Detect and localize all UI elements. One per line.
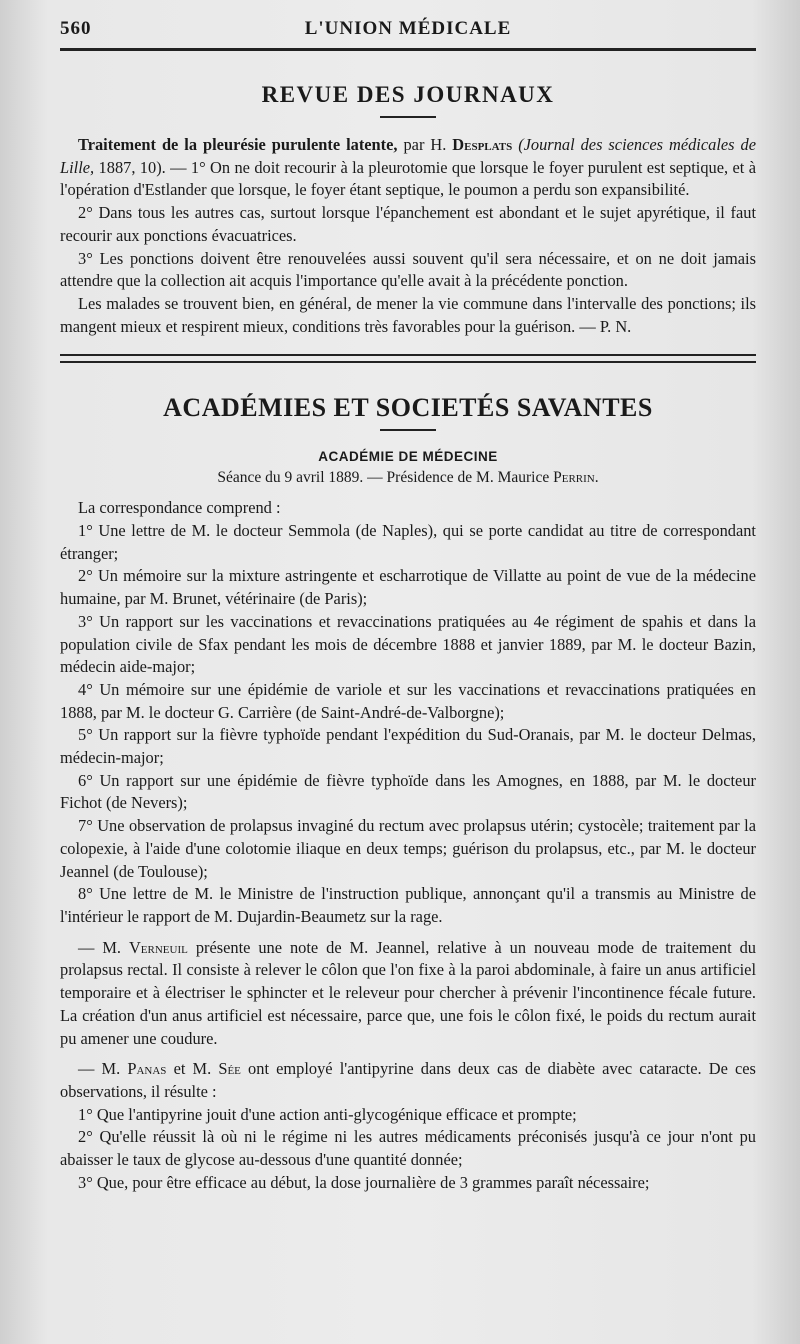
spacer <box>60 1050 756 1058</box>
correspondance-item: 8° Une lettre de M. le Ministre de l'instruction publique, annonçant qu'il a transmis au Ministre de l'intérieur le rapport de M. Dujardin-Beaumetz sur la rage. <box>60 884 756 926</box>
correspondance-item: 4° Un mémoire sur une épidémie de variole et sur les vaccinations et revaccinations pratiquées en 1888, par M. le docteur G. Carrière (de Saint-André-de-Valborgne); <box>60 679 756 722</box>
seance-text: Séance du 9 avril 1889. — Présidence de M. Maurice <box>217 469 550 487</box>
see-name: Sée <box>218 1059 241 1079</box>
title-underline <box>380 116 436 118</box>
verneuil-name: Verneuil <box>128 937 188 957</box>
verneuil-prefix: — M. <box>78 937 122 957</box>
panas-paragraph <box>60 1058 756 1103</box>
revue-paragraph-2: 2° Dans tous les autres cas, surtout lorsque l'épanchement est abondant et le sujet apyrétique, il faut recourir aux ponctions évacuatrices. <box>60 203 756 245</box>
seance-line <box>60 467 756 489</box>
conclusion-item: 3° Que, pour être efficace au début, la dose journalière de 3 grammes paraît nécessaire; <box>78 1172 650 1192</box>
article-citation: (Journal des sciences médicales de Lille, <box>60 135 756 177</box>
conclusion-item: 1° Que l'antipyrine jouit d'une action anti-glycogénique efficace et prompte; <box>78 1104 577 1124</box>
page-number: 560 <box>60 18 92 39</box>
correspondance-item: 6° Un rapport sur une épidémie de fièvre typhoïde dans les Amognes, en 1888, par M. le docteur Fichot (de Nevers); <box>60 770 756 813</box>
correspondance-item: 2° Un mémoire sur la mixture astringente et escharrotique de Villatte au point de vue de la médecine humaine, par M. Brunet, vétérinaire (de Paris); <box>60 566 756 609</box>
title-underline <box>380 429 436 431</box>
conclusion-item: 2° Qu'elle réussit là où ni le régime ni les autres médicaments préconisés jusqu'à ce jour n'ont pu abaisser le taux de glycose au-dessous d'une quantité donnée; <box>60 1127 756 1170</box>
section-revue <box>60 78 756 338</box>
header-rule <box>60 48 756 51</box>
verneuil-text: présente une note de M. Jeannel, relative à un nouveau mode de traitement du prolapsus rectal. Il consiste à relever le côlon que l'on fixe à la paroi abdominale, à faire un anus artificiel temporaire et à électriser le sphincter et le releveur pour chercher à prévenir l'incontinence fécale future. La création d'un anus artificiel est nécessaire, parce que, une fois le côlon fixé, le poids du rectum aurait pu amener une coudure. <box>60 937 756 1048</box>
correspondance-item: 5° Un rapport sur la fièvre typhoïde pendant l'expédition du Sud-Oranais, par M. le docteur Delmas, médecin-major; <box>60 725 756 768</box>
academie-subtitle: ACADÉMIE DE MÉDECINE <box>318 449 498 465</box>
correspondance-item: 3° Un rapport sur les vaccinations et revaccinations pratiquées au 4e régiment de spahis et dans la population civile de Sfax pendant les mois de décembre 1888 et janvier 1889, par M. le docteur Bazin, médecin aide-major; <box>60 611 756 677</box>
panas-mid: et M. <box>173 1059 212 1079</box>
article-title: Traitement de la pleurésie purulente latente, <box>78 135 398 154</box>
section-divider <box>60 354 756 363</box>
panas-text: ont employé l'antipyrine dans deux cas de diabète avec cataracte. De ces observations, il résulte : <box>60 1059 756 1101</box>
page-content <box>60 78 756 1194</box>
revue-paragraph-4: Les malades se trouvent bien, en général, de mener la vie commune dans l'intervalle des ponctions; ils mangent mieux et respirent mieux, conditions très favorables pour la guérison. — P. N. <box>60 293 756 336</box>
article-body-1: 1887, 10). — 1° On ne doit recourir à la pleurotomie que lorsque le foyer purulent est septique, et à l'opération d'Estlander que lorsque, le foyer étant septique, le poumon a perdu son expansibilité. <box>60 157 756 200</box>
article-author: Desplats <box>452 135 513 154</box>
panas-name: Panas <box>127 1059 167 1079</box>
author-prefix: par H. <box>403 135 447 154</box>
correspondance-item: 1° Une lettre de M. le docteur Semmola (de Naples), qui se porte candidat au titre de correspondant étranger; <box>60 521 756 563</box>
president-name: Perrin. <box>553 469 599 487</box>
running-title: L'UNION MÉDICALE <box>304 18 512 39</box>
panas-prefix: — M. <box>78 1059 121 1079</box>
revue-paragraph-3: 3° Les ponctions doivent être renouvelées aussi souvent qu'il sera nécessaire, et on ne doit jamais attendre que la collection ait acquis l'importance qu'elle avait à la précédente ponction. <box>60 248 756 291</box>
section-academies <box>60 391 756 1194</box>
revue-paragraph-1 <box>60 134 756 202</box>
correspondance-item: 7° Une observation de prolapsus invaginé du rectum avec prolapsus utérin; cystocèle; traitement par la colopexie, à l'aide d'une colotomie iliaque en deux temps; guérison du prolapsus, etc., par M. le docteur Jeannel (de Toulouse); <box>60 816 756 881</box>
page-header <box>60 12 756 42</box>
spacer <box>60 929 756 937</box>
section-title-academies: ACADÉMIES ET SOCIETÉS SAVANTES <box>163 393 653 423</box>
verneuil-paragraph <box>60 937 756 1051</box>
correspondance-intro: La correspondance comprend : <box>78 498 281 518</box>
section-title-revue: REVUE DES JOURNAUX <box>261 82 555 107</box>
